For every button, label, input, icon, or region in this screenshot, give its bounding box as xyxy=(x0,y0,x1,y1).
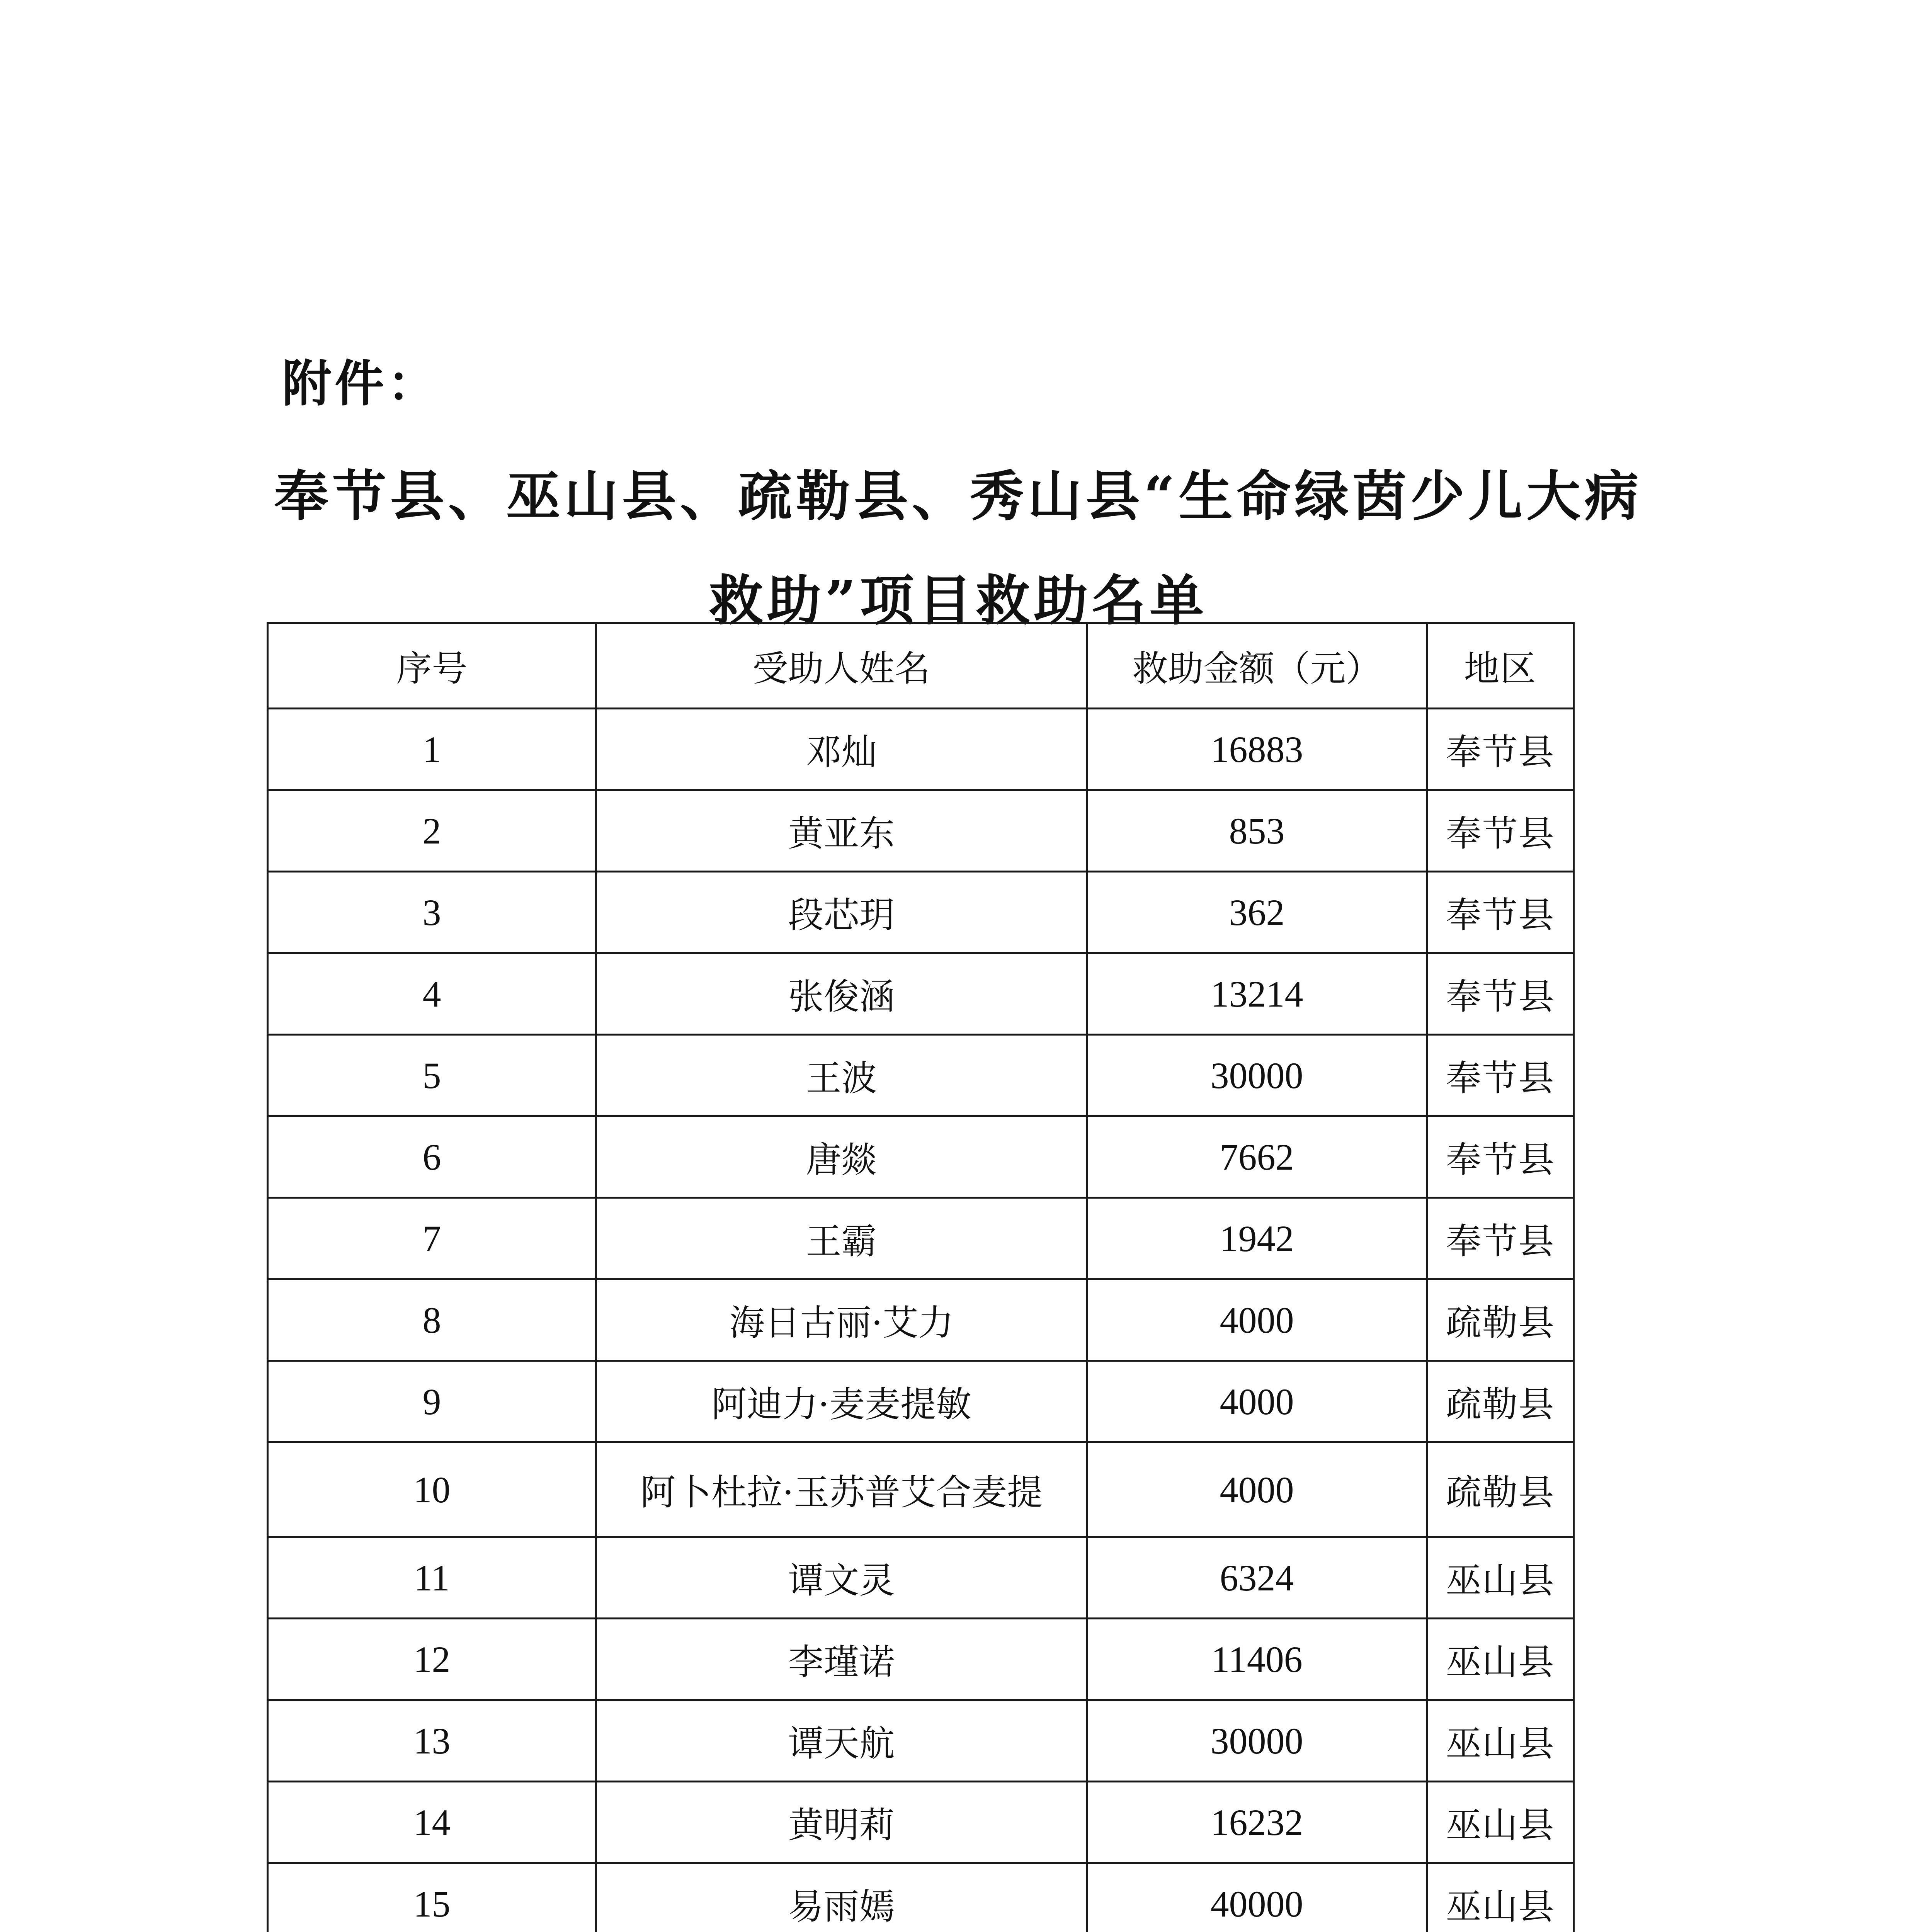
seq-cell: 12 xyxy=(268,1619,596,1700)
name-cell: 王波 xyxy=(596,1035,1087,1116)
seq-cell: 15 xyxy=(268,1863,596,1932)
region-cell: 巫山县 xyxy=(1427,1700,1574,1782)
amount-cell: 30000 xyxy=(1087,1700,1427,1782)
name-cell: 王霸 xyxy=(596,1198,1087,1279)
region-cell: 奉节县 xyxy=(1427,1035,1574,1116)
name-cell: 唐燚 xyxy=(596,1116,1087,1198)
name-cell: 李瑾诺 xyxy=(596,1619,1087,1700)
table-row xyxy=(268,1361,1574,1442)
region-cell: 巫山县 xyxy=(1427,1782,1574,1863)
seq-cell: 1 xyxy=(268,709,596,790)
name-cell: 阿迪力·麦麦提敏 xyxy=(596,1361,1087,1442)
amount-cell: 362 xyxy=(1087,872,1427,953)
attachment-label: 附件： xyxy=(282,355,440,413)
document-title xyxy=(232,444,1685,653)
seq-cell: 14 xyxy=(268,1782,596,1863)
region-cell: 奉节县 xyxy=(1427,1198,1574,1279)
amount-cell: 40000 xyxy=(1087,1863,1427,1932)
table-row xyxy=(268,953,1574,1035)
region-cell: 疏勒县 xyxy=(1427,1442,1574,1537)
seq-cell: 10 xyxy=(268,1442,596,1537)
table-row xyxy=(268,790,1574,872)
seq-cell: 13 xyxy=(268,1700,596,1782)
seq-cell: 2 xyxy=(268,790,596,872)
seq-cell: 8 xyxy=(268,1279,596,1361)
seq-cell: 7 xyxy=(268,1198,596,1279)
seq-cell: 9 xyxy=(268,1361,596,1442)
region-cell: 奉节县 xyxy=(1427,1116,1574,1198)
region-cell: 巫山县 xyxy=(1427,1537,1574,1619)
table-row xyxy=(268,1537,1574,1619)
name-cell: 张俊涵 xyxy=(596,953,1087,1035)
name-cell: 易雨嫣 xyxy=(596,1863,1087,1932)
amount-cell: 16883 xyxy=(1087,709,1427,790)
amount-cell: 853 xyxy=(1087,790,1427,872)
amount-cell: 16232 xyxy=(1087,1782,1427,1863)
region-cell: 巫山县 xyxy=(1427,1863,1574,1932)
table-row xyxy=(268,1116,1574,1198)
table-row xyxy=(268,1782,1574,1863)
table-row xyxy=(268,1619,1574,1700)
header-amount: 救助金额（元） xyxy=(1087,623,1427,709)
aid-recipient-table xyxy=(267,622,1575,1932)
region-cell: 奉节县 xyxy=(1427,790,1574,872)
region-cell: 疏勒县 xyxy=(1427,1279,1574,1361)
amount-cell: 30000 xyxy=(1087,1035,1427,1116)
header-name: 受助人姓名 xyxy=(596,623,1087,709)
name-cell: 谭天航 xyxy=(596,1700,1087,1782)
name-cell: 黄明莉 xyxy=(596,1782,1087,1863)
table-row xyxy=(268,1700,1574,1782)
document-title-line2: 救助”项目救助名单 xyxy=(709,569,1208,633)
name-cell: 阿卜杜拉·玉苏普艾合麦提 xyxy=(596,1442,1087,1537)
table-row xyxy=(268,1442,1574,1537)
seq-cell: 6 xyxy=(268,1116,596,1198)
seq-cell: 11 xyxy=(268,1537,596,1619)
name-cell: 邓灿 xyxy=(596,709,1087,790)
region-cell: 巫山县 xyxy=(1427,1619,1574,1700)
name-cell: 黄亚东 xyxy=(596,790,1087,872)
table-row xyxy=(268,709,1574,790)
amount-cell: 7662 xyxy=(1087,1116,1427,1198)
amount-cell: 13214 xyxy=(1087,953,1427,1035)
region-cell: 奉节县 xyxy=(1427,953,1574,1035)
table-row xyxy=(268,1198,1574,1279)
name-cell: 谭文灵 xyxy=(596,1537,1087,1619)
amount-cell: 1942 xyxy=(1087,1198,1427,1279)
table-row xyxy=(268,1863,1574,1932)
amount-cell: 4000 xyxy=(1087,1279,1427,1361)
amount-cell: 6324 xyxy=(1087,1537,1427,1619)
amount-cell: 4000 xyxy=(1087,1442,1427,1537)
seq-cell: 3 xyxy=(268,872,596,953)
region-cell: 奉节县 xyxy=(1427,872,1574,953)
header-seq: 序号 xyxy=(268,623,596,709)
table-row xyxy=(268,1279,1574,1361)
table-header-row xyxy=(268,623,1574,709)
header-region: 地区 xyxy=(1427,623,1574,709)
table-row xyxy=(268,1035,1574,1116)
amount-cell: 4000 xyxy=(1087,1361,1427,1442)
seq-cell: 5 xyxy=(268,1035,596,1116)
name-cell: 段芯玥 xyxy=(596,872,1087,953)
amount-cell: 11406 xyxy=(1087,1619,1427,1700)
region-cell: 奉节县 xyxy=(1427,709,1574,790)
region-cell: 疏勒县 xyxy=(1427,1361,1574,1442)
name-cell: 海日古丽·艾力 xyxy=(596,1279,1087,1361)
table-row xyxy=(268,872,1574,953)
seq-cell: 4 xyxy=(268,953,596,1035)
document-title-line1: 奉节县、巫山县、疏勒县、秀山县“生命绿茵少儿大病 xyxy=(274,465,1643,528)
